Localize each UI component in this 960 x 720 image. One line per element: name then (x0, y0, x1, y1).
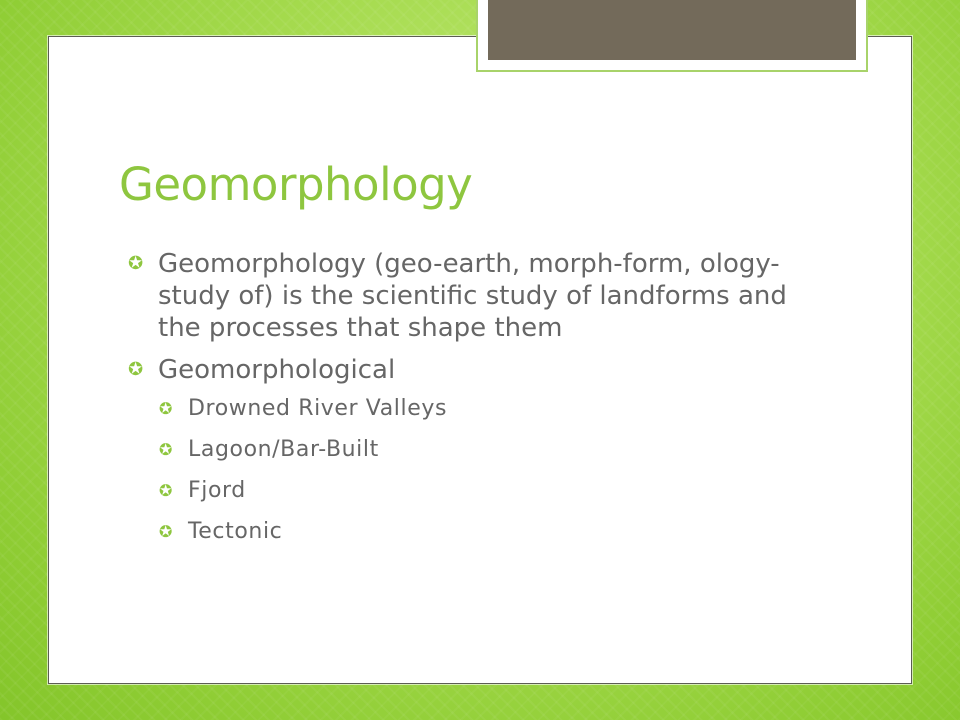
bullet-text: Geomorphology (geo-earth, morph-form, ology-study of) is the scientific study of landforms and the processes that shape them (158, 249, 787, 343)
bullet-icon: ✪ (128, 359, 144, 380)
sub-bullet-text: Drowned River Valleys (188, 396, 448, 421)
bullet-icon: ✪ (159, 440, 174, 459)
slide-content (128, 248, 808, 560)
sub-bullet-item (159, 396, 808, 422)
sub-bullet-text: Fjord (188, 478, 246, 503)
sub-bullet-text: Lagoon/Bar-Built (188, 437, 379, 462)
bullet-item (128, 354, 808, 386)
sub-bullet-text: Tectonic (188, 519, 283, 544)
bullet-item (128, 248, 808, 344)
sub-bullet-item (159, 437, 808, 463)
sub-bullet-item (159, 519, 808, 545)
bullet-icon: ✪ (159, 522, 174, 541)
bullet-icon: ✪ (159, 399, 174, 418)
bullet-icon: ✪ (159, 481, 174, 500)
header-tab-block (488, 0, 856, 60)
slide-title: Geomorphology (119, 158, 473, 211)
bullet-text: Geomorphological (158, 355, 396, 385)
bullet-icon: ✪ (128, 253, 144, 274)
sub-bullet-item (159, 478, 808, 504)
